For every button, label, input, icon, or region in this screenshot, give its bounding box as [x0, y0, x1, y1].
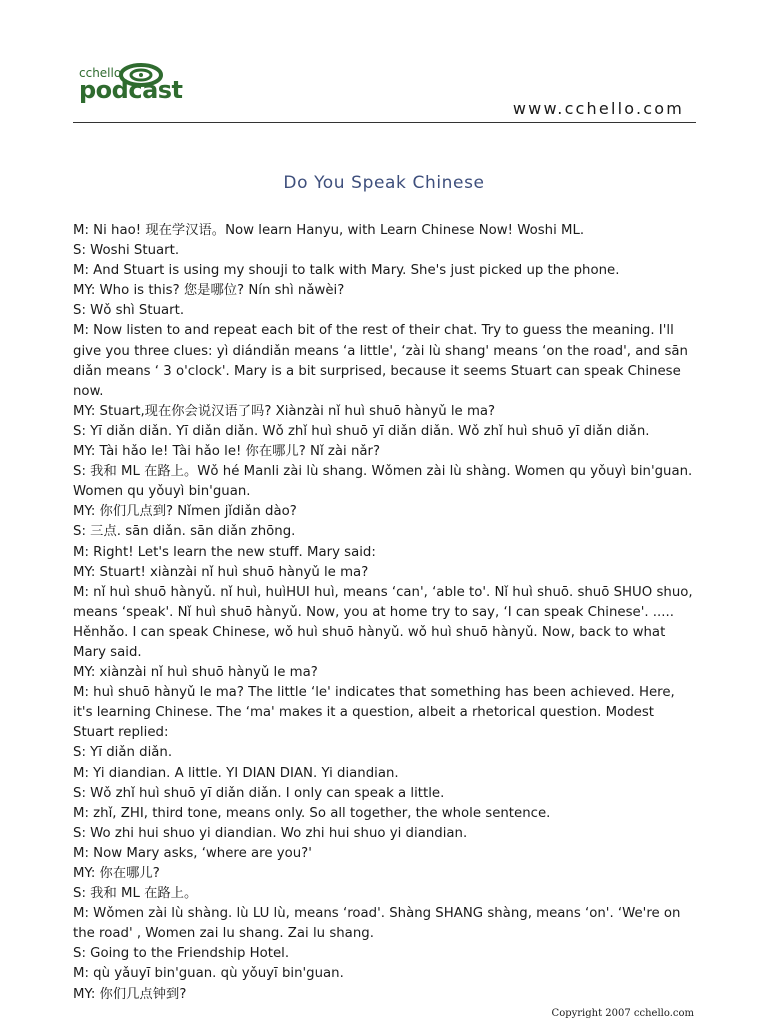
dialogue-transcript	[73, 221, 697, 1005]
document-title: Do You Speak Chinese	[283, 173, 485, 193]
transcript-line: M: Wǒmen zài lù shàng. lù LU lù, means ‘road'. Shàng SHANG shàng, means ‘on'. ‘We're on the road' , Women zai lu shang. Zai lu shang.	[73, 906, 681, 942]
transcript-line: S: Going to the Friendship Hotel.	[73, 946, 290, 962]
copyright-footer: Copyright 2007 cchello.com	[551, 1008, 694, 1019]
transcript-line: M: Yi diandian. A little. YI DIAN DIAN. Yi diandian.	[73, 765, 399, 781]
transcript-line: MY: Stuart! xiànzài nǐ huì shuō hànyǔ le ma?	[73, 564, 369, 580]
transcript-line: S: Woshi Stuart.	[73, 243, 180, 259]
transcript-line: MY: xiànzài nǐ huì shuō hànyǔ le ma?	[73, 665, 318, 681]
cchello-podcast-logo	[79, 62, 189, 108]
logo-small-text: cchello	[79, 66, 122, 80]
logo-podcast-text: podcast	[79, 76, 183, 104]
transcript-line: S: Wǒ zhǐ huì shuō yī diǎn diǎn. I only can speak a little.	[73, 785, 445, 801]
transcript-line: M: Right! Let's learn the new stuff. Mary said:	[73, 544, 376, 560]
transcript-line: M: huì shuō hànyǔ le ma? The little ‘le' indicates that something has been achieved. Here, it's learning Chinese. The ‘ma' makes it a question, albeit a rhetorical question. Modest Stuart replied:	[73, 685, 675, 741]
transcript-line: M: Now Mary asks, ‘where are you?'	[73, 845, 312, 861]
transcript-line: M: qù yǎuyī bin'guan. qù yǒuyī bin'guan.	[73, 966, 344, 982]
transcript-line: S: 我和 ML 在路上。	[73, 886, 198, 902]
transcript-line: S: Wǒ shì Stuart.	[73, 303, 185, 319]
header-divider	[73, 122, 696, 123]
transcript-line: M: Now listen to and repeat each bit of the rest of their chat. Try to guess the meaning. I'll give you three clues: yì diándiǎn means ‘a little', ‘zài lù shang' means ‘on the road', and sān diǎn means ‘ 3 o'clock'. Mary is a bit surprised, because it seems Stuart can speak Chinese now.	[73, 323, 688, 399]
transcript-line: M: Ni hao! 现在学汉语。Now learn Hanyu, with Learn Chinese Now! Woshi ML.	[73, 223, 585, 238]
transcript-line: S: Yī diǎn diǎn.	[73, 745, 173, 761]
transcript-line: M: zhǐ, ZHI, third tone, means only. So all together, the whole sentence.	[73, 805, 551, 821]
transcript-line: MY: Tài hǎo le! Tài hǎo le! 你在哪儿? Nǐ zài nǎr?	[73, 444, 381, 460]
transcript-line: MY: Who is this? 您是哪位? Nín shì nǎwèi?	[73, 283, 345, 299]
transcript-line: S: 三点. sān diǎn. sān diǎn zhōng.	[73, 524, 296, 540]
website-link[interactable]: www.cchello.com	[512, 99, 684, 118]
transcript-line: MY: 你们几点钟到?	[73, 986, 187, 1002]
transcript-line: M: nǐ huì shuō hànyǔ. nǐ huì, huìHUI huì, means ‘can', ‘able to'. Nǐ huì shuō. shuō SHUO shuo, means ‘speak'. Nǐ huì shuō hànyǔ. Now, you at home try to say, ‘I can speak Chinese'. ..... Hěnhǎo. I can speak Chinese, wǒ huì shuō hànyǔ. wǒ huì shuō hànyǔ. Now, back to what Mary said.	[73, 584, 693, 660]
transcript-line: S: Yī diǎn diǎn. Yī diǎn diǎn. Wǒ zhǐ huì shuō yī diǎn diǎn. Wǒ zhǐ huì shuō yī diǎn diǎn.	[73, 423, 650, 439]
transcript-line: S: Wo zhi hui shuo yi diandian. Wo zhi hui shuo yi diandian.	[73, 825, 468, 841]
transcript-line: MY: Stuart,现在你会说汉语了吗? Xiànzài nǐ huì shuō hànyǔ le ma?	[73, 403, 496, 419]
transcript-line: M: And Stuart is using my shouji to talk with Mary. She's just picked up the phone.	[73, 263, 620, 279]
transcript-line: S: 我和 ML 在路上。Wǒ hé Manli zài lù shang. Wǒmen zài lù shàng. Women qu yǒuyì bin'guan. Women qu yǒuyì bin'guan.	[73, 464, 693, 500]
transcript-line: MY: 你在哪儿?	[73, 866, 160, 881]
transcript-line: MY: 你们几点到? Nǐmen jǐdiǎn dào?	[73, 504, 297, 520]
